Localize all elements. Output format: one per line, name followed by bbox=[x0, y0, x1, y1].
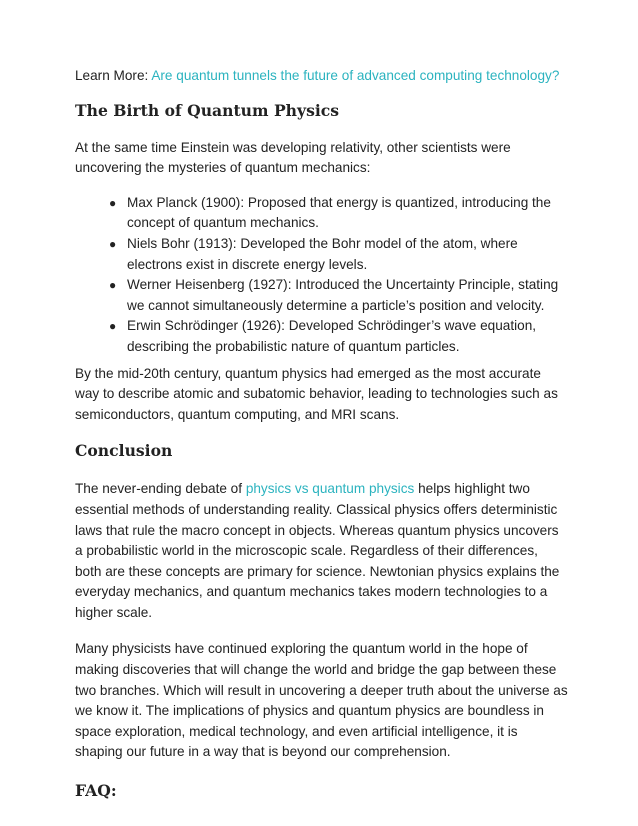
list-item-text: Erwin Schrödinger (1926): Developed Schrödinger’s wave equation, describing the probabilistic nature of quantum particles. bbox=[127, 318, 537, 354]
bullet-icon: ● bbox=[109, 319, 117, 334]
section-heading-birth: The Birth of Quantum Physics bbox=[75, 100, 340, 120]
list-item bbox=[109, 193, 568, 234]
bullet-icon: ● bbox=[109, 278, 117, 293]
birth-intro-paragraph: At the same time Einstein was developing relativity, other scientists were uncovering the mysteries of quantum mechanics: bbox=[75, 139, 511, 176]
physics-vs-quantum-link[interactable]: physics vs quantum physics bbox=[245, 481, 415, 497]
learn-more-prefix: Learn More: bbox=[75, 68, 152, 83]
list-item-text: Niels Bohr (1913): Developed the Bohr model of the atom, where electrons exist in discrete energy levels. bbox=[127, 235, 518, 272]
birth-outro-paragraph: By the mid-20th century, quantum physics had emerged as the most accurate way to describe atomic and subatomic behavior, leading to technologies such as semiconductors, quantum computing, and MRI scans. bbox=[75, 365, 558, 422]
list-item bbox=[109, 316, 568, 357]
scientist-list bbox=[75, 193, 568, 358]
section-heading-conclusion: Conclusion bbox=[75, 441, 173, 461]
list-item-text: Werner Heisenberg (1927): Introduced the Uncertainty Principle, stating we cannot simultaneously determine a particle’s position and velocity. bbox=[127, 277, 559, 313]
quantum-tunnels-link[interactable]: Are quantum tunnels the future of advanced computing technology? bbox=[151, 68, 560, 83]
list-item bbox=[109, 234, 568, 275]
bullet-icon: ● bbox=[109, 195, 117, 210]
learn-more-line bbox=[75, 66, 568, 87]
conclusion-p1-after: helps highlight two essential methods of understanding reality. Classical physics offers deterministic laws that rule the macro concept in objects. Whereas quantum physics uncovers a probabilistic world in the microscopic scale. Regardless of their differences, both are these concepts are primary for science. Newtonian physics explains the everyday mechanics, and quantum mechanics takes modern technologies to a higher scale. bbox=[75, 481, 560, 620]
conclusion-paragraph-2: Many physicists have continued exploring the quantum world in the hope of making discoveries that will change the world and bridge the gap between these two branches. Which will result in uncovering a deeper truth about the universe as we know it. The implications of physics and quantum physics are boundless in space exploration, medical technology, and even artificial intelligence, it is shaping our future in a way that is beyond our comprehension. bbox=[75, 641, 568, 760]
conclusion-p1-before: The never-ending debate of bbox=[75, 481, 246, 497]
list-item bbox=[109, 275, 568, 316]
list-item-text: Max Planck (1900): Proposed that energy is quantized, introducing the concept of quantum mechanics. bbox=[127, 194, 551, 231]
conclusion-paragraph-1 bbox=[75, 479, 568, 623]
bullet-icon: ● bbox=[109, 236, 117, 251]
section-heading-faq: FAQ: bbox=[75, 781, 117, 801]
